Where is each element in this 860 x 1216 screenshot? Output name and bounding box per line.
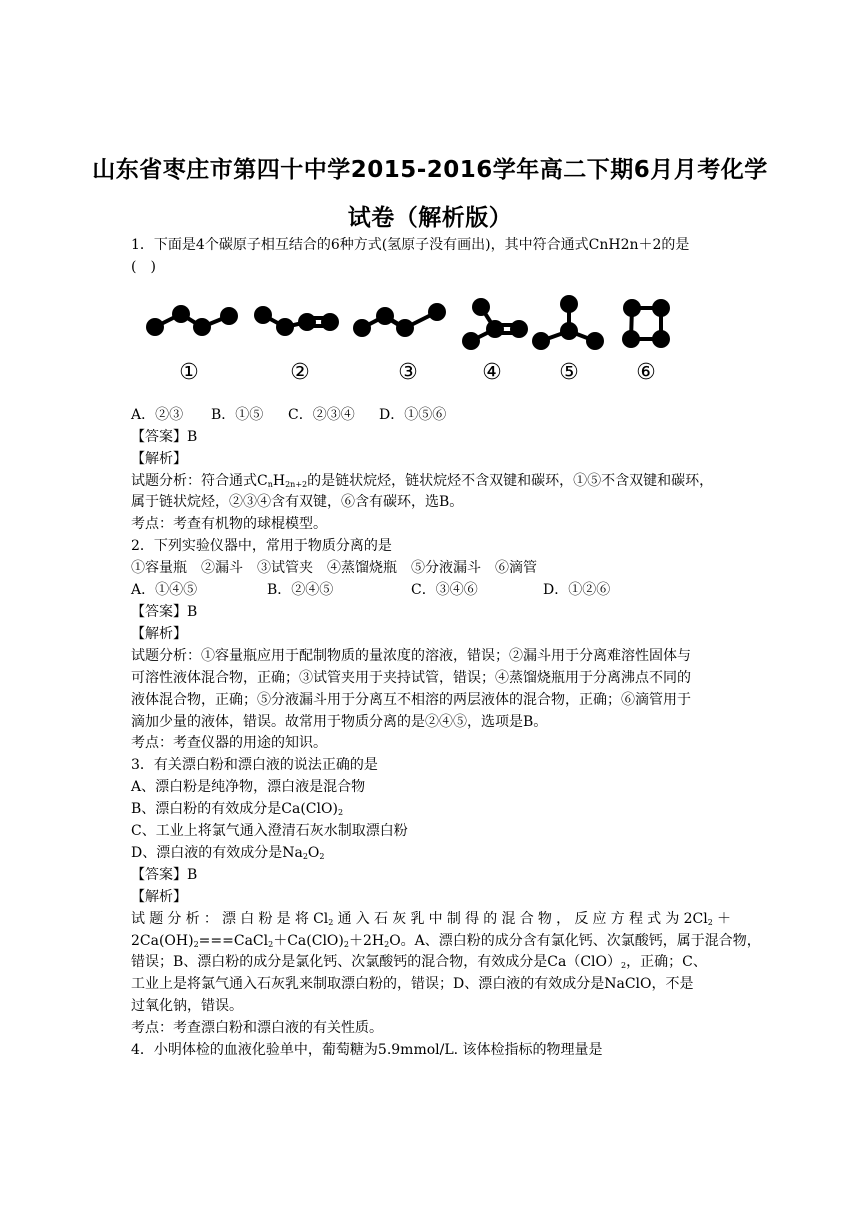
q2-option-b: B．②④⑤ [267,582,334,599]
q1-analysis-line2: 属于链状烷烃，②③④含有双键，⑥含有碳环，选B。 [131,494,464,511]
q3-analysis-line5: 过氧化钠，错误。 [131,998,243,1015]
q3-option-c: C、工业上将氯气通入澄清石灰水制取漂白粉 [131,823,408,840]
q2-analysis-tag: 【解析】 [131,625,187,642]
q3-analysis-line1: 试题分析：漂白粉是将$Cl_2$通入石灰乳中制得的混合物，反应方程式为$2Cl_2+$ [131,910,731,927]
figure-label-3: ③ [398,359,418,385]
q3-stem: 3．有关漂白粉和漂白液的说法正确的是 [131,757,378,774]
q4-stem: 4．小明体检的血液化验单中，葡萄糖为5.9mmol/L. 该体检指标的物理量是 [131,1042,603,1059]
q1-point: 考点：考查有机物的球棍模型。 [131,516,327,533]
ball-stick-models-image [137,281,707,399]
figure-label-6: ⑥ [636,359,656,385]
q3-analysis-line2: $2Ca(OH)_2===CaCl_2+Ca(ClO)_2+2H_2O$。A、漂白粉的成分含有氯化钙、次氯酸钙，属于混合物， [131,932,761,949]
q1-stem: 1．下面是4个碳原子相互结合的6种方式(氢原子没有画出)，其中符合通式CnH2n＋2的是 [131,237,690,253]
q2-point: 考点：考查仪器的用途的知识。 [131,735,327,752]
q1-option-c: C．②③④ [288,406,355,423]
q1-analysis-line1: 试题分析：符合通式$C_nH_{2n+2}$的是链状烷烃，链状烷烃不含双键和碳环，①⑤不含双键和碳环， [131,472,714,489]
q3-option-a: A、漂白粉是纯净物，漂白液是混合物 [131,779,366,796]
figure-label-5: ⑤ [559,359,579,385]
q3-option-d: D、漂白液的有效成分是$Na_2O_2$ [131,844,325,861]
document-body [131,235,761,1062]
q3-analysis-tag: 【解析】 [131,888,187,905]
q2-answer: 【答案】B [131,603,198,620]
q3-answer: 【答案】B [131,866,198,883]
q2-analysis-line1: 试题分析：①容量瓶应用于配制物质的量浓度的溶液，错误；②漏斗用于分离难溶性固体与 [131,647,691,664]
q2-options [131,580,731,602]
q2-items: ①容量瓶 ②漏斗 ③试管夹 ④蒸馏烧瓶 ⑤分液漏斗 ⑥滴管 [131,560,537,577]
q2-stem: 2．下列实验仪器中，常用于物质分离的是 [131,538,392,555]
figure-label-1: ① [179,359,199,385]
q1-answer: 【答案】B [131,428,198,445]
q1-analysis-tag: 【解析】 [131,450,187,467]
q3-point: 考点：考查漂白粉和漂白液的有关性质。 [131,1020,383,1037]
q2-option-a: A．①④⑤ [131,582,198,599]
q2-analysis-line2: 可溶性液体混合物，正确；③试管夹用于夹持试管，错误；④蒸馏烧瓶用于分离沸点不同的 [131,669,691,686]
figure-label-2: ② [290,359,310,385]
document-title-line1: 山东省枣庄市第四十中学2015-2016学年高二下期6月月考化学 [92,157,768,183]
q2-option-d: D．①②⑥ [543,582,611,599]
q2-analysis-line4: 滴加少量的液体，错误。故常用于物质分离的是②④⑤，选项是B。 [131,713,548,730]
q1-option-a: A．②③ [131,406,184,423]
q3-analysis-line4: 工业上是将氯气通入石灰乳来制取漂白粉的，错误；D、漂白液的有效成分是NaClO，不是 [131,976,694,993]
q1-options [131,405,731,427]
document-title-line2: 试卷（解析版） [347,205,513,231]
q1-ball-stick-figure [131,281,731,403]
q1-option-d: D．①⑤⑥ [379,406,447,423]
q2-option-c: C．③④⑥ [411,582,478,599]
figure-label-4: ④ [482,359,502,385]
q1-paren: ( ) [131,258,156,275]
q2-analysis-line3: 液体混合物，正确；⑤分液漏斗用于分离互不相溶的两层液体的混合物，正确；⑥滴管用于 [131,691,691,708]
q3-option-b: B、漂白粉的有效成分是$Ca(ClO)_2$ [131,801,344,818]
q3-analysis-line3: 错误；B、漂白粉的成分是氯化钙、次氯酸钙的混合物，有效成分是$Ca(ClO)_2$，正确；C、 [131,954,707,971]
q1-option-b: B．①⑤ [211,406,264,423]
